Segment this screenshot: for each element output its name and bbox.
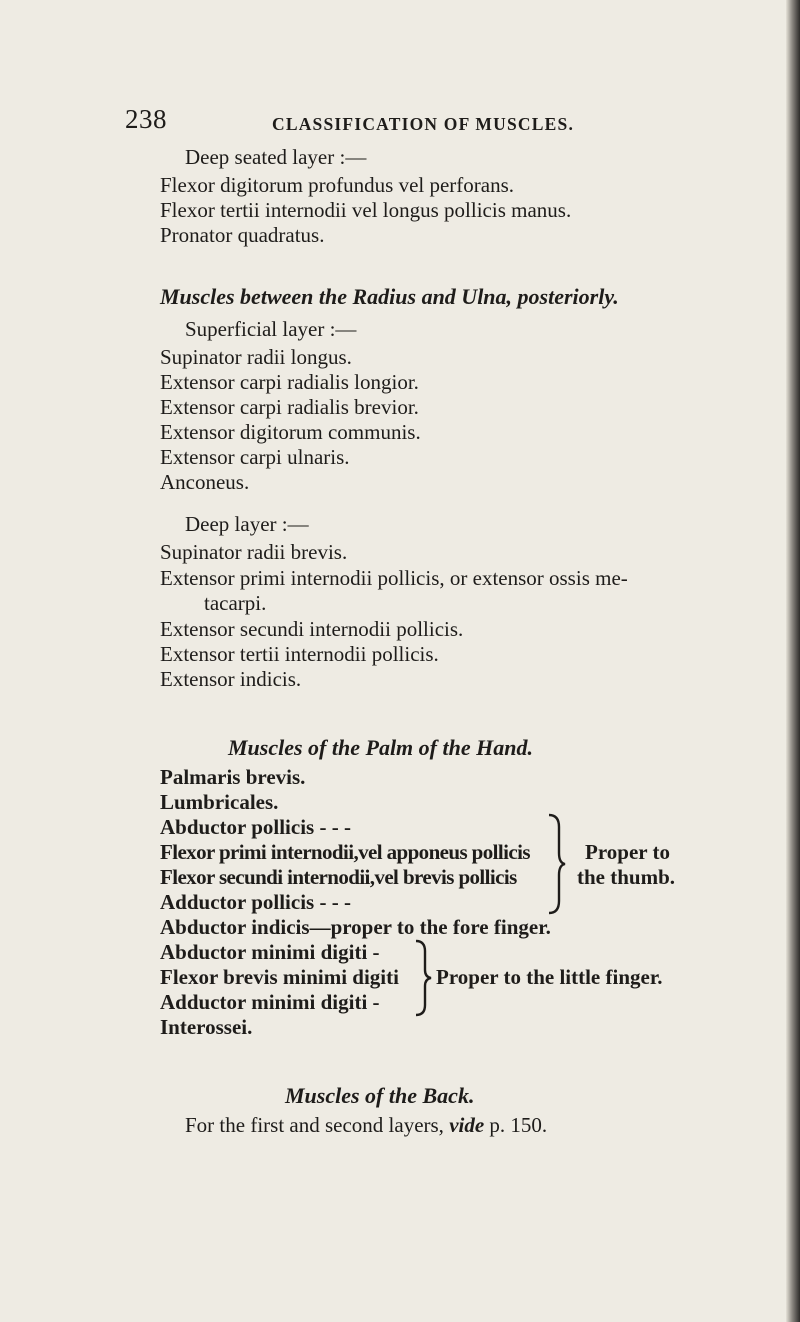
- list-item: Anconeus.: [160, 470, 250, 494]
- thumb-note: the thumb.: [577, 865, 676, 889]
- list-item: Flexor digitorum profundus vel perforans.: [160, 173, 515, 197]
- back-text-vide: vide: [449, 1113, 485, 1137]
- list-item: Extensor primi internodii pollicis, or extensor ossis me-: [160, 566, 628, 590]
- thumb-brace: [545, 813, 567, 915]
- list-item-continuation: tacarpi.: [204, 591, 267, 615]
- list-item: Extensor carpi radialis longior.: [160, 370, 419, 394]
- thumb-note: Proper to: [585, 840, 670, 864]
- section-heading-radius-ulna: Muscles between the Radius and Ulna, posteriorly.: [160, 284, 619, 309]
- list-item: Extensor tertii internodii pollicis.: [160, 642, 439, 666]
- little-finger-list-item: Abductor minimi digiti -: [160, 940, 380, 964]
- list-item: Flexor tertii internodii vel longus pollicis manus.: [160, 198, 572, 222]
- list-item: Supinator radii longus.: [160, 345, 352, 369]
- little-finger-note: Proper to the little finger.: [436, 965, 663, 989]
- back-text-prefix: For the first and second layers,: [185, 1113, 450, 1137]
- superficial-layer-label: Superficial layer :—: [185, 317, 357, 341]
- deep-layer-label: Deep layer :—: [185, 512, 309, 536]
- list-item: Extensor secundi internodii pollicis.: [160, 617, 464, 641]
- thumb-list-item: Flexor primi internodii,vel apponeus pollicis: [160, 840, 530, 864]
- list-item: Extensor digitorum communis.: [160, 420, 421, 444]
- list-item: Extensor carpi radialis brevior.: [160, 395, 419, 419]
- running-title: CLASSIFICATION OF MUSCLES.: [272, 114, 575, 134]
- list-item: Supinator radii brevis.: [160, 540, 348, 564]
- section-heading-palm: Muscles of the Palm of the Hand.: [228, 735, 533, 760]
- thumb-list-item: Abductor pollicis - - -: [160, 815, 351, 839]
- little-finger-brace: [413, 939, 433, 1017]
- page-header: [125, 104, 725, 140]
- list-item: Lumbricales.: [160, 790, 279, 814]
- little-finger-list-item: Flexor brevis minimi digiti: [160, 965, 399, 989]
- back-text: [185, 1112, 547, 1138]
- little-finger-list-item: Adductor minimi digiti -: [160, 990, 380, 1014]
- page-edge-shadow: [786, 0, 800, 1322]
- thumb-list-item: Flexor secundi internodii,vel brevis pollicis: [160, 865, 517, 889]
- list-item: Extensor carpi ulnaris.: [160, 445, 350, 469]
- thumb-list-item: Adductor pollicis - - -: [160, 890, 351, 914]
- list-item: Palmaris brevis.: [160, 765, 306, 789]
- list-item: Interossei.: [160, 1015, 253, 1039]
- list-item: Extensor indicis.: [160, 667, 302, 691]
- list-item: Pronator quadratus.: [160, 223, 325, 247]
- deep-seated-layer-label: Deep seated layer :—: [185, 145, 367, 169]
- list-item: Abductor indicis—proper to the fore finger.: [160, 915, 551, 939]
- page-number: 238: [125, 104, 167, 134]
- section-heading-back: Muscles of the Back.: [285, 1083, 475, 1108]
- back-text-suffix: p. 150.: [484, 1113, 548, 1137]
